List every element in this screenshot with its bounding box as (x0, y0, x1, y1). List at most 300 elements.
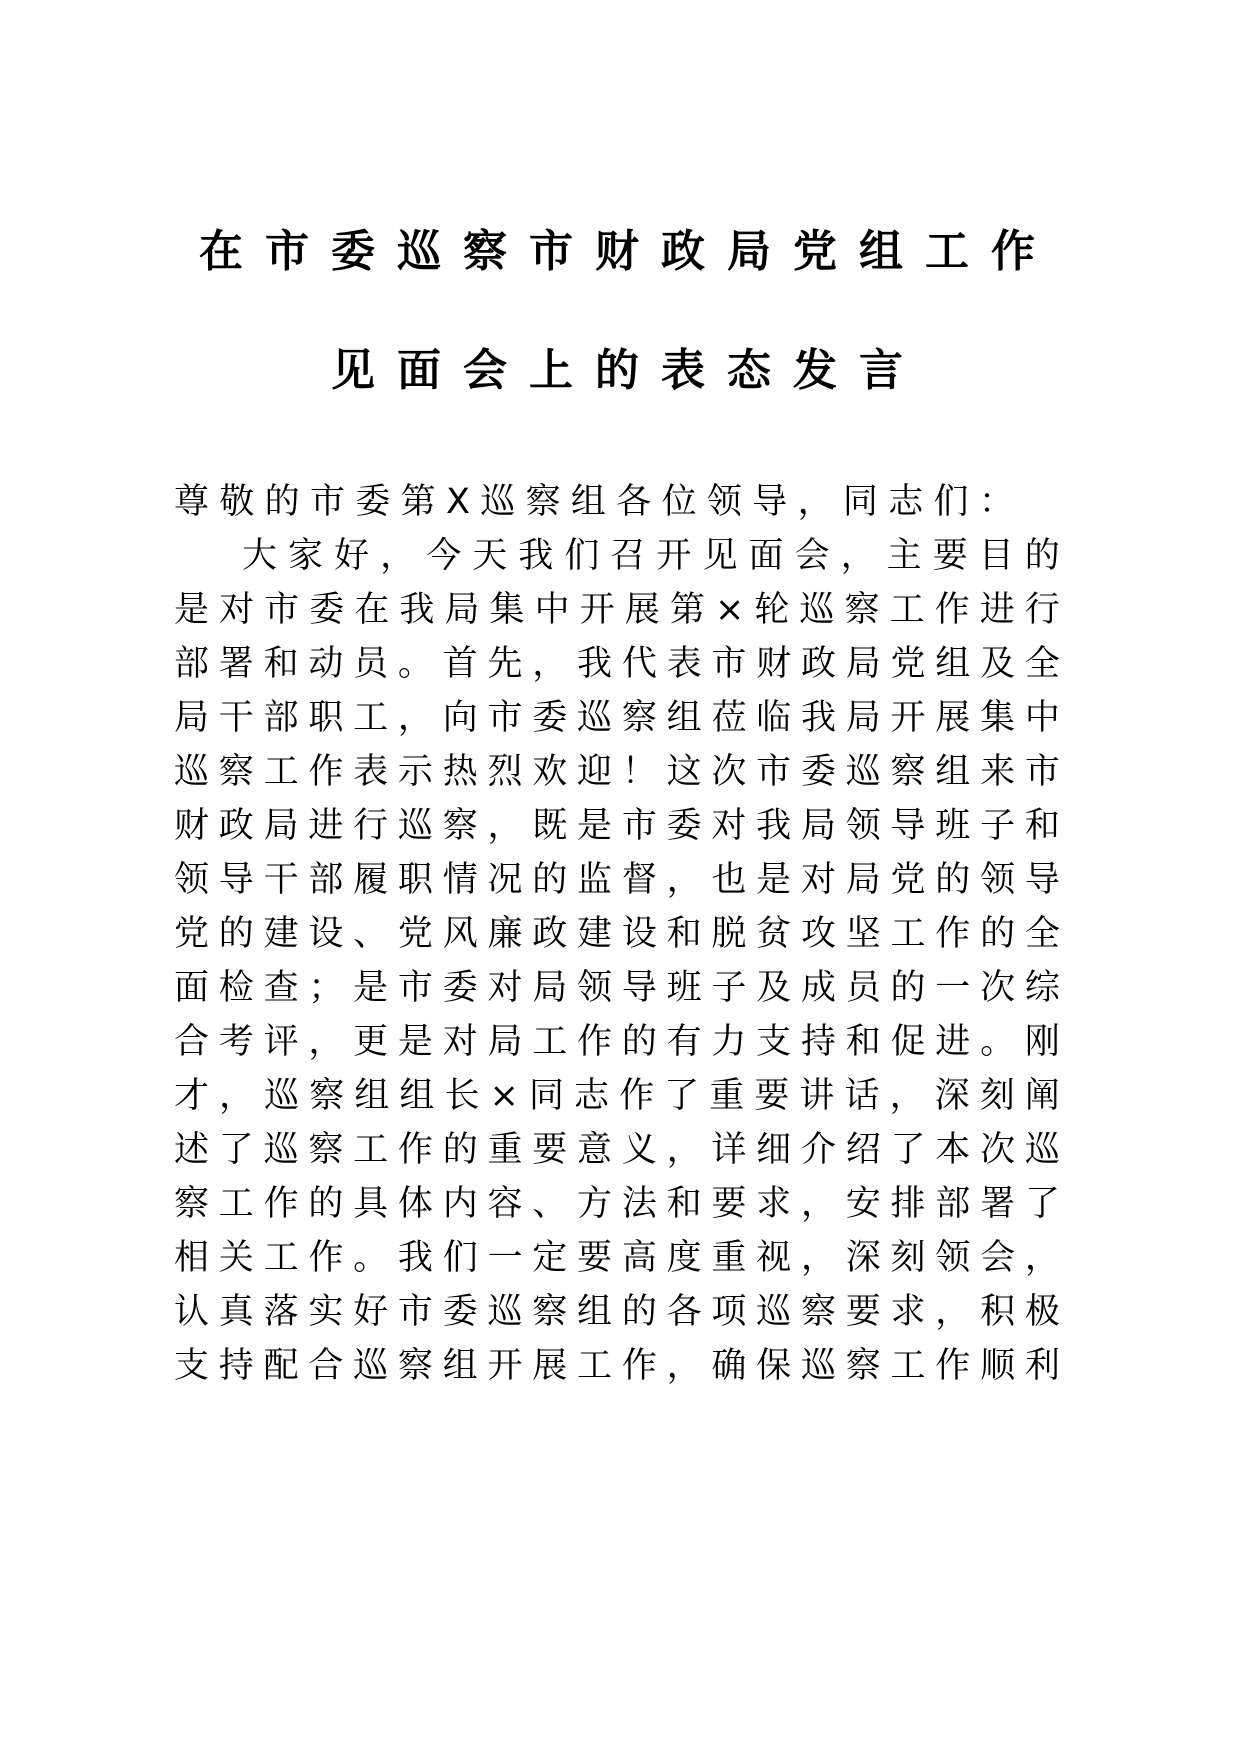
glyph: 进 (308, 806, 344, 846)
glyph: 监 (577, 860, 613, 900)
glyph: 察 (218, 752, 254, 792)
glyph: 。 (353, 1238, 389, 1278)
glyph: 是 (353, 968, 389, 1008)
glyph: 莅 (711, 698, 747, 738)
glyph: 察 (532, 1292, 568, 1332)
glyph: 局 (263, 806, 299, 846)
glyph: 局 (845, 698, 881, 738)
glyph: 领 (845, 806, 881, 846)
glyph: 职 (397, 860, 433, 900)
glyph: 持 (218, 1346, 254, 1386)
glyph: 局 (845, 644, 881, 684)
glyph: 行 (1024, 590, 1060, 630)
glyph: 先 (487, 644, 523, 684)
glyph: 尊 (174, 482, 210, 522)
glyph: 中 (1024, 698, 1060, 738)
glyph: 次 (980, 968, 1016, 1008)
glyph: 的 (532, 860, 568, 900)
glyph: 定 (532, 1238, 568, 1278)
glyph: 攻 (800, 914, 836, 954)
glyph: 要 (532, 1130, 568, 1170)
glyph: 各 (616, 482, 652, 522)
glyph: 查 (263, 968, 299, 1008)
glyph: 员 (845, 968, 881, 1008)
glyph: 综 (1024, 968, 1060, 1008)
glyph: 及 (756, 968, 792, 1008)
glyph: 烈 (487, 752, 523, 792)
glyph: 细 (756, 1130, 792, 1170)
glyph: 讲 (799, 1076, 835, 1116)
glyph: 我 (800, 698, 836, 738)
glyph: 向 (442, 698, 478, 738)
glyph: 志 (888, 482, 924, 522)
glyph: X (445, 482, 470, 522)
glyph: 班 (935, 806, 971, 846)
glyph: 临 (756, 698, 792, 738)
glyph: 相 (174, 1238, 210, 1278)
glyph: 义 (621, 1130, 657, 1170)
body-line (174, 1182, 1060, 1226)
glyph: 党 (890, 644, 926, 684)
glyph: 导 (890, 806, 926, 846)
glyph: ， (380, 536, 416, 576)
glyph: 我 (397, 1238, 433, 1278)
glyph: 的 (621, 1292, 657, 1332)
glyph: 局 (845, 860, 881, 900)
glyph: 作 (263, 1184, 299, 1224)
glyph: 设 (308, 914, 344, 954)
glyph: 评 (263, 1022, 299, 1062)
glyph: 排 (890, 1184, 926, 1224)
glyph: 巡 (756, 1292, 792, 1332)
body-line (174, 642, 1060, 686)
glyph: 了 (890, 1130, 926, 1170)
glyph: 督 (621, 860, 657, 900)
glyph: 今 (426, 536, 462, 576)
glyph: 刻 (979, 1076, 1015, 1116)
glyph: 财 (756, 644, 792, 684)
glyph: 行 (353, 806, 389, 846)
glyph: 支 (174, 1346, 210, 1386)
glyph: 来 (980, 752, 1016, 792)
glyph: 召 (610, 536, 646, 576)
glyph: 各 (666, 1292, 702, 1332)
glyph: 绍 (845, 1130, 881, 1170)
glyph: 面 (174, 968, 210, 1008)
glyph: 重 (711, 1238, 747, 1278)
glyph: 的 (980, 914, 1016, 954)
glyph: 巡 (799, 590, 835, 630)
glyph: 我 (577, 644, 613, 684)
glyph: 要 (577, 1238, 613, 1278)
glyph: 巡 (480, 482, 516, 522)
glyph: 作 (308, 1238, 344, 1278)
glyph: 展 (624, 590, 660, 630)
glyph: 察 (525, 482, 561, 522)
glyph: 持 (800, 1022, 836, 1062)
glyph: 部 (263, 698, 299, 738)
glyph: 合 (174, 1022, 210, 1062)
glyph: 是 (577, 806, 613, 846)
glyph: 政 (532, 914, 568, 954)
glyph: 志 (574, 1076, 610, 1116)
body-line (174, 588, 1060, 632)
glyph: 市 (397, 1292, 433, 1332)
glyph: 第 (400, 482, 436, 522)
glyph: 了 (1024, 1184, 1060, 1224)
body-line (174, 1074, 1060, 1118)
glyph: 好 (353, 1292, 389, 1332)
glyph: 位 (661, 482, 697, 522)
glyph: × (714, 590, 745, 630)
body-line (174, 750, 1060, 794)
glyph: 履 (353, 860, 389, 900)
glyph: 轮 (754, 590, 790, 630)
glyph: 班 (666, 968, 702, 1008)
glyph: 市 (487, 698, 523, 738)
glyph: 巡 (263, 1130, 299, 1170)
glyph: 在 (354, 590, 390, 630)
glyph: 保 (756, 1346, 792, 1386)
glyph: 第 (669, 590, 705, 630)
glyph: 贫 (756, 914, 792, 954)
glyph: 有 (666, 1022, 702, 1062)
glyph: 度 (666, 1238, 702, 1278)
glyph: 巡 (845, 752, 881, 792)
glyph: 作 (308, 752, 344, 792)
glyph: 积 (980, 1292, 1016, 1332)
glyph: ， (532, 644, 568, 684)
glyph: 市 (711, 644, 747, 684)
glyph: ； (308, 968, 344, 1008)
glyph: 局 (444, 590, 480, 630)
body-line (174, 1020, 1060, 1064)
glyph: 委 (442, 968, 478, 1008)
glyph: 重 (709, 1076, 745, 1116)
glyph: 求 (890, 1292, 926, 1332)
glyph: 同 (842, 482, 878, 522)
glyph: 作 (619, 1076, 655, 1116)
glyph: ， (889, 1076, 925, 1116)
glyph: 工 (263, 1238, 299, 1278)
glyph: 子 (980, 806, 1016, 846)
glyph: 动 (308, 644, 344, 684)
glyph: 察 (890, 752, 926, 792)
body-line (174, 1290, 1060, 1334)
glyph: 工 (353, 698, 389, 738)
glyph: 实 (308, 1292, 344, 1332)
document-title-line-2: 见面会上的表态发言 (331, 345, 925, 396)
glyph: 局 (800, 806, 836, 846)
glyph: 作 (935, 1346, 971, 1386)
glyph: 见 (702, 536, 738, 576)
glyph: 市 (397, 968, 433, 1008)
glyph: 委 (800, 752, 836, 792)
glyph: 况 (487, 860, 523, 900)
glyph: 及 (980, 644, 1016, 684)
body-line (174, 966, 1060, 1010)
glyph: 这 (666, 752, 702, 792)
glyph: 作 (397, 1130, 433, 1170)
glyph: 和 (263, 644, 299, 684)
glyph: 员 (353, 644, 389, 684)
glyph: ， (797, 482, 833, 522)
glyph: 风 (442, 914, 478, 954)
glyph: 作 (934, 590, 970, 630)
glyph: ， (666, 1130, 702, 1170)
body-line (174, 1128, 1060, 1172)
glyph: 。 (980, 1022, 1016, 1062)
glyph: 刻 (890, 1238, 926, 1278)
glyph: 也 (711, 860, 747, 900)
body-line (174, 1236, 1060, 1280)
glyph: 工 (263, 752, 299, 792)
glyph: 对 (800, 860, 836, 900)
glyph: 开 (579, 590, 615, 630)
glyph: 考 (218, 1022, 254, 1062)
glyph: 利 (1024, 1346, 1060, 1386)
glyph: 会 (794, 536, 830, 576)
glyph: 工 (577, 1346, 613, 1386)
glyph: 署 (218, 644, 254, 684)
glyph: 巡 (1024, 1130, 1060, 1170)
glyph: 更 (353, 1022, 389, 1062)
glyph: 顺 (980, 1346, 1016, 1386)
glyph: 一 (487, 1238, 523, 1278)
glyph: 具 (353, 1184, 389, 1224)
glyph: 察 (442, 806, 478, 846)
glyph: 政 (218, 806, 254, 846)
glyph: ， (219, 1076, 255, 1116)
body-line (174, 858, 1060, 902)
body-line (174, 804, 1060, 848)
glyph: 次 (980, 1130, 1016, 1170)
glyph: 一 (935, 968, 971, 1008)
glyph: 巡 (174, 752, 210, 792)
glyph: 极 (1024, 1292, 1060, 1332)
glyph: 开 (890, 698, 926, 738)
glyph: 工 (353, 1130, 389, 1170)
glyph: 表 (353, 752, 389, 792)
glyph: 和 (666, 914, 702, 954)
glyph: 开 (656, 536, 692, 576)
glyph: 委 (442, 1292, 478, 1332)
glyph: 中 (534, 590, 570, 630)
glyph: 真 (218, 1292, 254, 1332)
glyph: 安 (845, 1184, 881, 1224)
glyph: 市 (756, 752, 792, 792)
glyph: 的 (308, 1184, 344, 1224)
glyph: ！ (621, 752, 657, 792)
glyph: 是 (174, 590, 210, 630)
glyph: 对 (219, 590, 255, 630)
glyph: 察 (621, 698, 657, 738)
glyph: 的 (1024, 536, 1060, 576)
glyph: 干 (218, 698, 254, 738)
glyph: 首 (442, 644, 478, 684)
glyph: 市 (264, 590, 300, 630)
glyph: 们 (933, 482, 969, 522)
glyph: 认 (174, 1292, 210, 1332)
glyph: 工 (532, 1022, 568, 1062)
glyph: 党 (397, 914, 433, 954)
glyph: 察 (308, 1130, 344, 1170)
glyph: × (489, 1076, 519, 1116)
glyph: 集 (980, 698, 1016, 738)
glyph: 敬 (219, 482, 255, 522)
glyph: 党 (174, 914, 210, 954)
glyph: 天 (472, 536, 508, 576)
glyph: 政 (800, 644, 836, 684)
glyph: 们 (564, 536, 600, 576)
glyph: 工 (218, 1184, 254, 1224)
glyph: 大 (242, 536, 278, 576)
glyph: 的 (264, 482, 300, 522)
glyph: 领 (174, 860, 210, 900)
glyph: 巡 (397, 806, 433, 846)
glyph: 巡 (800, 1346, 836, 1386)
glyph: 职 (308, 698, 344, 738)
glyph: 脱 (711, 914, 747, 954)
glyph: 主 (886, 536, 922, 576)
glyph: 市 (309, 482, 345, 522)
glyph: 求 (756, 1184, 792, 1224)
glyph: 开 (487, 1346, 523, 1386)
glyph: 我 (518, 536, 554, 576)
glyph: 的 (890, 968, 926, 1008)
glyph: 察 (844, 590, 880, 630)
glyph: 刚 (1024, 1022, 1060, 1062)
glyph: 视 (756, 1238, 792, 1278)
glyph: 对 (442, 1022, 478, 1062)
glyph: 情 (442, 860, 478, 900)
glyph: ： (978, 482, 1014, 522)
glyph: 党 (890, 860, 926, 900)
glyph: 财 (174, 806, 210, 846)
glyph: 支 (756, 1022, 792, 1062)
glyph: 确 (711, 1346, 747, 1386)
glyph: 的 (621, 1022, 657, 1062)
glyph: 展 (935, 698, 971, 738)
glyph: 组 (354, 1076, 390, 1116)
glyph: 是 (397, 1022, 433, 1062)
glyph: 体 (397, 1184, 433, 1224)
glyph: 话 (844, 1076, 880, 1116)
glyph: 领 (577, 968, 613, 1008)
glyph: 促 (890, 1022, 926, 1062)
glyph: 部 (308, 860, 344, 900)
glyph: 代 (621, 644, 657, 684)
glyph: 意 (577, 1130, 613, 1170)
glyph: 的 (218, 914, 254, 954)
glyph: 落 (263, 1292, 299, 1332)
glyph: 既 (532, 806, 568, 846)
glyph: 委 (355, 482, 391, 522)
glyph: 配 (263, 1346, 299, 1386)
glyph: 项 (711, 1292, 747, 1332)
glyph: 领 (980, 860, 1016, 900)
glyph: 次 (711, 752, 747, 792)
glyph: 廉 (487, 914, 523, 954)
glyph: 详 (711, 1130, 747, 1170)
glyph: 部 (174, 644, 210, 684)
glyph: 市 (1024, 752, 1060, 792)
glyph: 设 (621, 914, 657, 954)
body-line (242, 534, 1060, 578)
glyph: 的 (935, 860, 971, 900)
glyph: 建 (263, 914, 299, 954)
glyph: 展 (532, 1346, 568, 1386)
glyph: 察 (845, 1346, 881, 1386)
glyph: 同 (528, 1076, 564, 1116)
glyph: 。 (397, 644, 433, 684)
glyph: ， (666, 860, 702, 900)
glyph: 察 (174, 1184, 210, 1224)
glyph: 是 (756, 860, 792, 900)
glyph: 要 (845, 1292, 881, 1332)
glyph: 面 (748, 536, 784, 576)
glyph: 示 (397, 752, 433, 792)
glyph: ， (397, 698, 433, 738)
glyph: 作 (935, 914, 971, 954)
glyph: 介 (800, 1130, 836, 1170)
glyph: 要 (711, 1184, 747, 1224)
body-line (174, 1344, 1060, 1388)
glyph: 巡 (577, 698, 613, 738)
glyph: 局 (532, 968, 568, 1008)
glyph: 工 (890, 1346, 926, 1386)
glyph: 子 (711, 968, 747, 1008)
glyph: 委 (309, 590, 345, 630)
glyph: 局 (174, 698, 210, 738)
glyph: 迎 (577, 752, 613, 792)
glyph: 会 (980, 1238, 1016, 1278)
glyph: 干 (263, 860, 299, 900)
glyph: 建 (577, 914, 613, 954)
glyph: 组 (666, 698, 702, 738)
glyph: 委 (532, 698, 568, 738)
glyph: 察 (397, 1346, 433, 1386)
glyph: 组 (935, 752, 971, 792)
glyph: 委 (666, 806, 702, 846)
glyph: 巡 (264, 1076, 300, 1116)
glyph: 表 (666, 644, 702, 684)
glyph: 进 (935, 1022, 971, 1062)
glyph: 法 (621, 1184, 657, 1224)
glyph: 组 (935, 644, 971, 684)
glyph: 部 (935, 1184, 971, 1224)
salutation-line (174, 480, 1014, 524)
glyph: 导 (1024, 860, 1060, 900)
glyph: 和 (666, 1184, 702, 1224)
glyph: 家 (288, 536, 324, 576)
glyph: 对 (711, 806, 747, 846)
glyph: 容 (487, 1184, 523, 1224)
glyph: 要 (754, 1076, 790, 1116)
glyph: 导 (752, 482, 788, 522)
glyph: 本 (935, 1130, 971, 1170)
glyph: 深 (934, 1076, 970, 1116)
glyph: 内 (442, 1184, 478, 1224)
glyph: 集 (489, 590, 525, 630)
body-line (174, 912, 1060, 956)
glyph: 和 (845, 1022, 881, 1062)
glyph: 好 (334, 536, 370, 576)
glyph: 作 (621, 1346, 657, 1386)
glyph: 领 (706, 482, 742, 522)
glyph: 高 (621, 1238, 657, 1278)
glyph: 察 (309, 1076, 345, 1116)
